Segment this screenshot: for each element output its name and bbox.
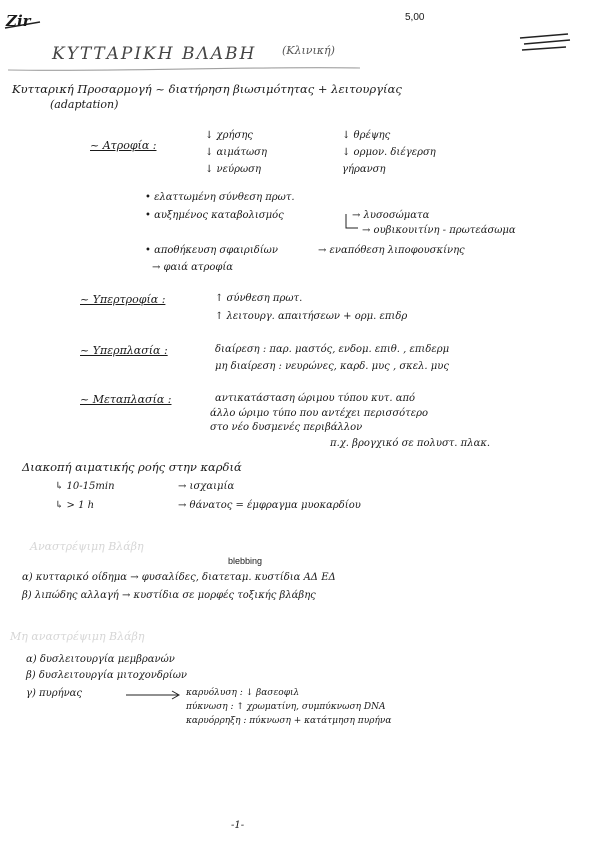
metaplasia-line: άλλο ώριμο τύπο που αντέχει περισσότερο	[210, 408, 428, 419]
atrofia-bullet: • ελαττωμένη σύνθεση πρωτ.	[145, 192, 295, 203]
intro-adaptation: (adaptation)	[50, 98, 119, 111]
irreversible-heading: Μη αναστρέψιμη Βλάβη	[10, 630, 145, 643]
atrofia-branch: → ουβικουιτίνη - πρωτεάσωμα	[362, 225, 516, 236]
yperplasia-line: μη διαίρεση : νευρώνες, καρδ. μυς , σκελ. μυς	[215, 361, 449, 372]
intro-line: Κυτταρική Προσαρμογή ~ διατήρηση βιωσιμότητας + λειτουργίας	[12, 82, 402, 96]
reversible-heading: Αναστρέψιμη Βλάβη	[30, 540, 144, 553]
metaplasia-line: στο νέο δυσμενές περιβάλλον	[210, 422, 363, 433]
ischemia-time: ↳ 10-15min	[55, 481, 115, 492]
corner-mark: Zir	[6, 12, 31, 30]
atrofia-label: ~ Ατροφία :	[90, 139, 157, 152]
irreversible-line: β) δυσλειτουργία μιτοχονδρίων	[26, 670, 187, 681]
yperplasia-label: ~ Υπερπλασία :	[80, 344, 168, 357]
metaplasia-example: π.χ. βρογχικό σε πολυστ. πλακ.	[330, 438, 491, 449]
ischemia-title: Διακοπή αιματικής ροής στην καρδιά	[22, 460, 242, 474]
branch-arrow	[342, 214, 362, 234]
atrofia-branch: → λυσοσώματα	[352, 210, 430, 221]
reversible-line: α) κυτταρικό οίδημα → φυσαλίδες, διατεταμ. κυστίδια ΑΔ ΕΔ	[22, 572, 336, 583]
atrofia-cause: ↓ θρέψης	[342, 130, 391, 141]
atrofia-cause: ↓ αιμάτωση	[205, 147, 267, 158]
nucleus-change: καρυόρρηξη : πύκνωση + κατάτμηση πυρήνα	[186, 716, 392, 726]
atrofia-bullet: • αποθήκευση σφαιριδίων	[145, 245, 278, 256]
atrofia-cause: ↓ νεύρωση	[205, 164, 261, 175]
page-title: ΚΥΤΤΑΡΙΚΗ ΒΛΑΒΗ	[52, 44, 257, 64]
reversible-line: β) λιπώδης αλλαγή → κυστίδια σε μορφές τοξικής βλάβης	[22, 590, 316, 601]
ypertrofia-line: ↑ σύνθεση πρωτ.	[215, 293, 303, 304]
atrofia-cause: ↓ ορμον. διέγερση	[342, 147, 436, 158]
ischemia-result: → ισχαιμία	[178, 481, 235, 492]
atrofia-cause: ↓ χρήσης	[205, 130, 253, 141]
yperplasia-line: διαίρεση : παρ. μαστός, ενδομ. επιθ. , επιδερμ	[215, 344, 450, 355]
irreversible-nucleus: γ) πυρήνας	[26, 688, 83, 699]
nucleus-change: πύκνωση : ↑ χρωματίνη, συμπύκνωση DNA	[186, 702, 386, 712]
page-number: -1-	[231, 820, 245, 831]
ischemia-result: → θάνατος = έμφραγμα μυοκαρδίου	[178, 500, 361, 511]
nucleus-change: καρυόλυση : ↓ βασεοφιλ	[186, 688, 300, 698]
title-note: (Κλινική)	[282, 44, 335, 57]
score-label: 5,00	[405, 12, 425, 23]
metaplasia-label: ~ Μεταπλασία :	[80, 393, 172, 406]
blebbing-note: blebbing	[228, 556, 263, 566]
ypertrofia-label: ~ Υπερτροφία :	[80, 293, 166, 306]
irreversible-line: α) δυσλειτουργία μεμβρανών	[26, 654, 175, 665]
atrofia-faia: → φαιά ατροφία	[152, 262, 234, 273]
ischemia-time: ↳ > 1 h	[55, 500, 95, 511]
metaplasia-line: αντικατάσταση ώριμου τύπου κυτ. από	[215, 393, 416, 404]
atrofia-cause: γήρανση	[342, 164, 386, 175]
atrofia-branch: → εναπόθεση λιποφουσκίνης	[318, 245, 465, 256]
atrofia-bullet: • αυξημένος καταβολισμός	[145, 210, 284, 221]
nucleus-arrow	[124, 689, 184, 701]
ypertrofia-line: ↑ λειτουργ. απαιτήσεων + ορμ. επιδρ	[215, 311, 408, 322]
